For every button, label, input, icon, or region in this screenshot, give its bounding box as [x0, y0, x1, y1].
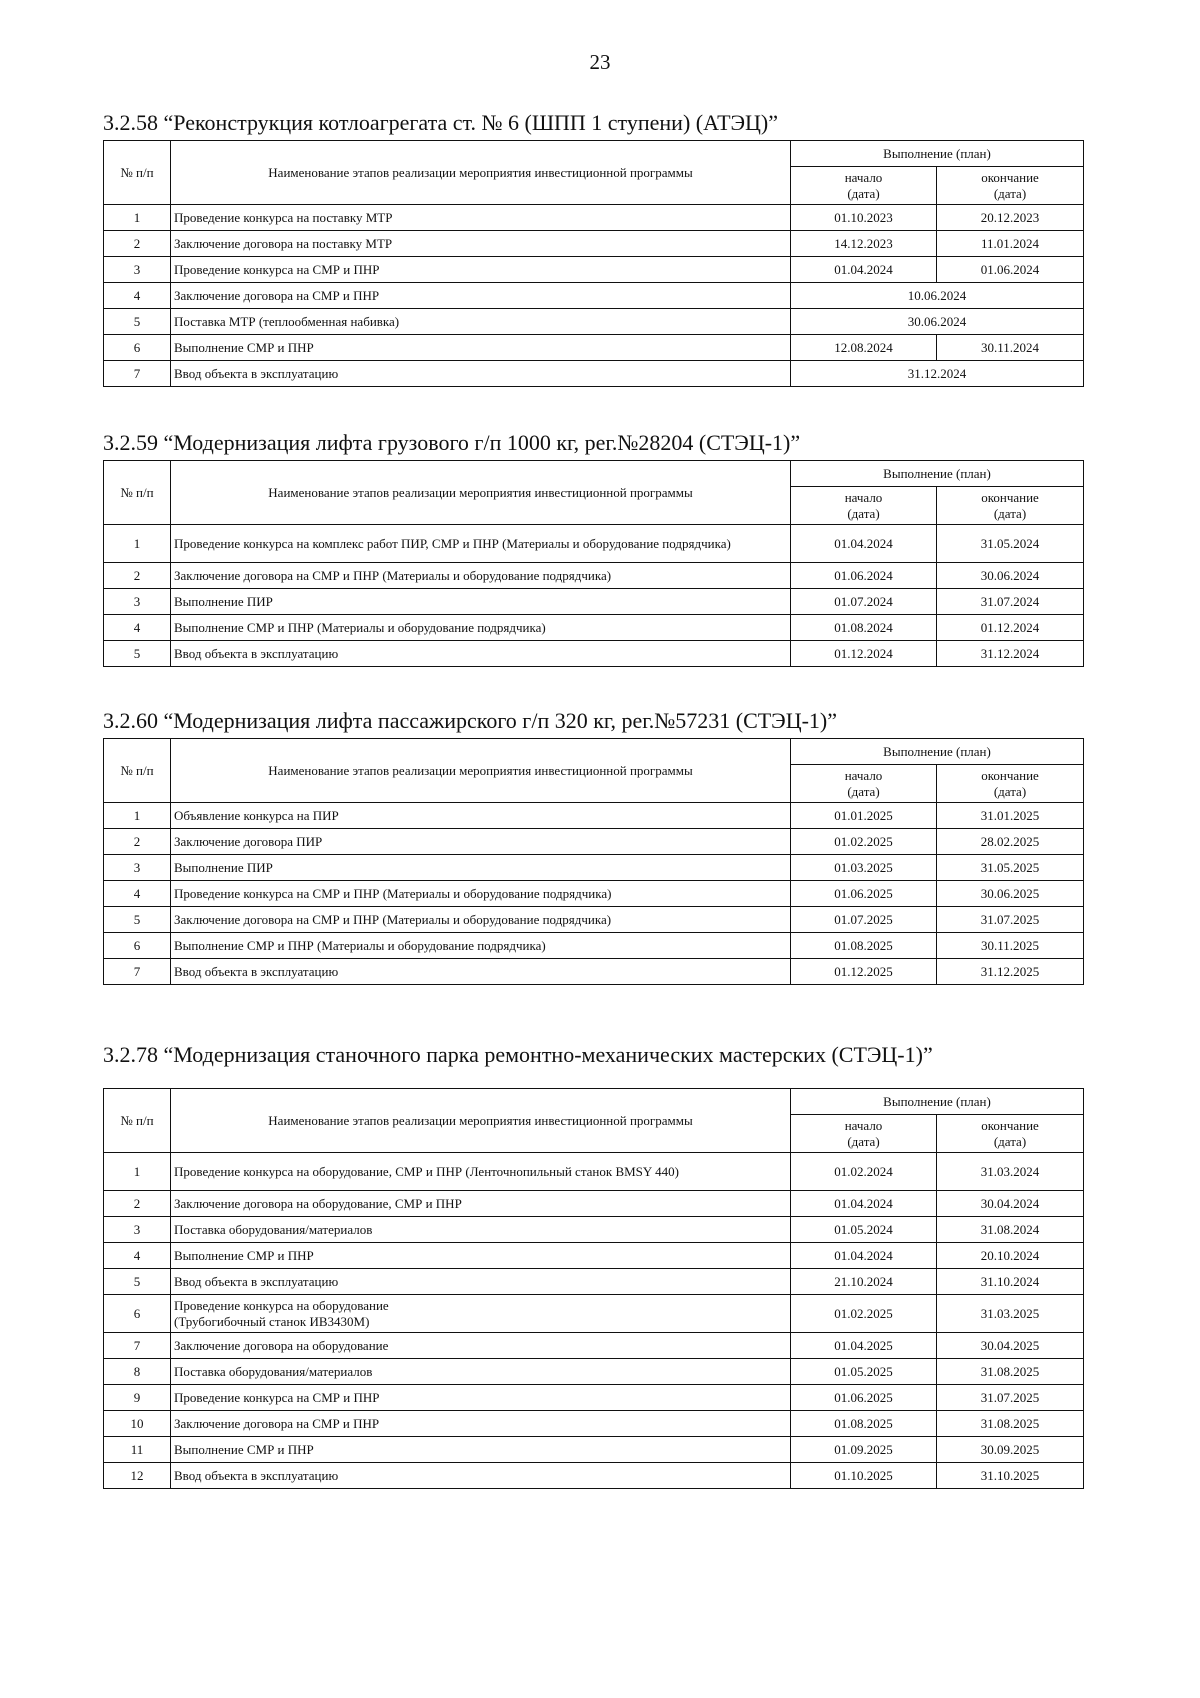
table-row — [104, 1191, 1084, 1217]
date-end: 31.08.2025 — [937, 1359, 1084, 1385]
row-number: 3 — [104, 257, 171, 283]
stage-name: Заключение договора на поставку МТР — [171, 231, 791, 257]
row-number: 6 — [104, 335, 171, 361]
header-execution: Выполнение (план) — [791, 1089, 1084, 1115]
row-number: 1 — [104, 1153, 171, 1191]
row-number: 5 — [104, 641, 171, 667]
date-merged: 30.06.2024 — [791, 309, 1084, 335]
date-end: 30.11.2024 — [937, 335, 1084, 361]
row-number: 1 — [104, 525, 171, 563]
header-num: № п/п — [104, 1089, 171, 1153]
stage-name: Проведение конкурса на СМР и ПНР — [171, 257, 791, 283]
table-row — [104, 615, 1084, 641]
section-3-2-59 — [103, 430, 1083, 667]
date-start: 01.12.2024 — [791, 641, 937, 667]
table-row — [104, 855, 1084, 881]
stage-name: Поставка оборудования/материалов — [171, 1359, 791, 1385]
date-end: 31.08.2025 — [937, 1411, 1084, 1437]
date-end: 01.12.2024 — [937, 615, 1084, 641]
date-start: 01.06.2024 — [791, 563, 937, 589]
date-start: 01.04.2024 — [791, 257, 937, 283]
date-end: 11.01.2024 — [937, 231, 1084, 257]
row-number: 5 — [104, 309, 171, 335]
date-end: 31.07.2025 — [937, 907, 1084, 933]
date-start: 01.08.2025 — [791, 933, 937, 959]
table-row — [104, 829, 1084, 855]
row-number: 8 — [104, 1359, 171, 1385]
row-number: 6 — [104, 1295, 171, 1333]
date-start: 01.04.2024 — [791, 1243, 937, 1269]
header-row — [104, 1089, 1084, 1115]
row-number: 2 — [104, 563, 171, 589]
date-start: 01.04.2024 — [791, 525, 937, 563]
date-start: 01.02.2024 — [791, 1153, 937, 1191]
date-start: 01.08.2025 — [791, 1411, 937, 1437]
stage-name: Выполнение СМР и ПНР (Материалы и оборудование подрядчика) — [171, 933, 791, 959]
table-row — [104, 1243, 1084, 1269]
date-end: 30.11.2025 — [937, 933, 1084, 959]
date-merged: 10.06.2024 — [791, 283, 1084, 309]
stage-name: Ввод объекта в эксплуатацию — [171, 361, 791, 387]
table-row — [104, 1385, 1084, 1411]
stage-name: Заключение договора на оборудование, СМР и ПНР — [171, 1191, 791, 1217]
schedule-table — [103, 1088, 1084, 1489]
row-number: 4 — [104, 881, 171, 907]
date-end: 31.07.2024 — [937, 589, 1084, 615]
table-row — [104, 283, 1084, 309]
row-number: 7 — [104, 1333, 171, 1359]
date-end: 20.10.2024 — [937, 1243, 1084, 1269]
date-start: 01.05.2025 — [791, 1359, 937, 1385]
table-row — [104, 1333, 1084, 1359]
table-row — [104, 1217, 1084, 1243]
table-row — [104, 231, 1084, 257]
date-end: 31.01.2025 — [937, 803, 1084, 829]
stage-name: Заключение договора ПИР — [171, 829, 791, 855]
header-stage: Наименование этапов реализации мероприятия инвестиционной программы — [171, 1089, 791, 1153]
stage-name: Заключение договора на СМР и ПНР — [171, 283, 791, 309]
section-title: 3.2.59 “Модернизация лифта грузового г/п 1000 кг, рег.№28204 (СТЭЦ-1)” — [103, 430, 801, 455]
row-number: 11 — [104, 1437, 171, 1463]
date-start: 01.08.2024 — [791, 615, 937, 641]
row-number: 1 — [104, 205, 171, 231]
table-row — [104, 933, 1084, 959]
row-number: 1 — [104, 803, 171, 829]
date-start: 01.02.2025 — [791, 1295, 937, 1333]
schedule-table — [103, 460, 1084, 667]
date-start: 12.08.2024 — [791, 335, 937, 361]
header-num: № п/п — [104, 739, 171, 803]
date-start: 01.06.2025 — [791, 881, 937, 907]
row-number: 4 — [104, 1243, 171, 1269]
stage-name: Заключение договора на СМР и ПНР (Материалы и оборудование подрядчика) — [171, 907, 791, 933]
table-row — [104, 881, 1084, 907]
table-row — [104, 1295, 1084, 1333]
row-number: 7 — [104, 959, 171, 985]
date-end: 31.05.2024 — [937, 525, 1084, 563]
date-end: 31.05.2025 — [937, 855, 1084, 881]
header-start: начало (дата) — [791, 487, 937, 525]
row-number: 2 — [104, 1191, 171, 1217]
table-row — [104, 1359, 1084, 1385]
page-number: 23 — [589, 50, 611, 74]
table-row — [104, 1437, 1084, 1463]
stage-name: Выполнение ПИР — [171, 855, 791, 881]
stage-name: Выполнение СМР и ПНР — [171, 1437, 791, 1463]
row-number: 4 — [104, 615, 171, 641]
header-stage: Наименование этапов реализации мероприятия инвестиционной программы — [171, 739, 791, 803]
row-number: 3 — [104, 589, 171, 615]
date-end: 20.12.2023 — [937, 205, 1084, 231]
table-row — [104, 525, 1084, 563]
header-end: окончание (дата) — [937, 487, 1084, 525]
date-start: 01.07.2025 — [791, 907, 937, 933]
date-end: 31.08.2024 — [937, 1217, 1084, 1243]
date-start: 01.02.2025 — [791, 829, 937, 855]
section-title: 3.2.78 “Модернизация станочного парка ремонтно-механических мастерских (СТЭЦ-1)” — [103, 1042, 933, 1067]
header-execution: Выполнение (план) — [791, 739, 1084, 765]
date-merged: 31.12.2024 — [791, 361, 1084, 387]
date-start: 01.01.2025 — [791, 803, 937, 829]
table-row — [104, 1153, 1084, 1191]
date-end: 30.04.2025 — [937, 1333, 1084, 1359]
header-start: начало (дата) — [791, 167, 937, 205]
date-start: 01.10.2023 — [791, 205, 937, 231]
stage-name: Поставка МТР (теплообменная набивка) — [171, 309, 791, 335]
header-end: окончание (дата) — [937, 1115, 1084, 1153]
stage-name: Заключение договора на СМР и ПНР — [171, 1411, 791, 1437]
date-start: 01.03.2025 — [791, 855, 937, 881]
date-start: 14.12.2023 — [791, 231, 937, 257]
section-3-2-60 — [103, 708, 1083, 985]
section-title: 3.2.60 “Модернизация лифта пассажирского г/п 320 кг, рег.№57231 (СТЭЦ-1)” — [103, 708, 838, 733]
stage-name: Ввод объекта в эксплуатацию — [171, 959, 791, 985]
schedule-table — [103, 738, 1084, 985]
date-start: 01.12.2025 — [791, 959, 937, 985]
date-end: 31.03.2024 — [937, 1153, 1084, 1191]
schedule-table — [103, 140, 1084, 387]
stage-name: Ввод объекта в эксплуатацию — [171, 1463, 791, 1489]
row-number: 9 — [104, 1385, 171, 1411]
header-start: начало (дата) — [791, 765, 937, 803]
date-end: 31.10.2024 — [937, 1269, 1084, 1295]
date-start: 01.06.2025 — [791, 1385, 937, 1411]
table-row — [104, 335, 1084, 361]
date-end: 31.07.2025 — [937, 1385, 1084, 1411]
date-start: 01.10.2025 — [791, 1463, 937, 1489]
header-execution: Выполнение (план) — [791, 461, 1084, 487]
table-row — [104, 361, 1084, 387]
header-end: окончание (дата) — [937, 765, 1084, 803]
row-number: 12 — [104, 1463, 171, 1489]
stage-name: Проведение конкурса на комплекс работ ПИР, СМР и ПНР (Материалы и оборудование подрядчика) — [171, 525, 791, 563]
date-end: 30.09.2025 — [937, 1437, 1084, 1463]
stage-name: Проведение конкурса на СМР и ПНР — [171, 1385, 791, 1411]
stage-name: Выполнение СМР и ПНР — [171, 335, 791, 361]
stage-name: Поставка оборудования/материалов — [171, 1217, 791, 1243]
table-row — [104, 1411, 1084, 1437]
section-3-2-78 — [103, 1042, 1083, 1489]
stage-name: Выполнение ПИР — [171, 589, 791, 615]
table-row — [104, 803, 1084, 829]
header-row — [104, 461, 1084, 487]
row-number: 6 — [104, 933, 171, 959]
header-execution: Выполнение (план) — [791, 141, 1084, 167]
row-number: 3 — [104, 1217, 171, 1243]
date-end: 30.06.2024 — [937, 563, 1084, 589]
table-row — [104, 641, 1084, 667]
date-end: 28.02.2025 — [937, 829, 1084, 855]
stage-name: Выполнение СМР и ПНР (Материалы и оборудование подрядчика) — [171, 615, 791, 641]
date-end: 01.06.2024 — [937, 257, 1084, 283]
table-row — [104, 257, 1084, 283]
header-num: № п/п — [104, 461, 171, 525]
date-end: 31.03.2025 — [937, 1295, 1084, 1333]
row-number: 10 — [104, 1411, 171, 1437]
stage-name: Ввод объекта в эксплуатацию — [171, 1269, 791, 1295]
date-start: 01.07.2024 — [791, 589, 937, 615]
stage-name: Ввод объекта в эксплуатацию — [171, 641, 791, 667]
table-row — [104, 563, 1084, 589]
table-row — [104, 907, 1084, 933]
section-title: 3.2.58 “Реконструкция котлоагрегата ст. № 6 (ШПП 1 ступени) (АТЭЦ)” — [103, 110, 779, 135]
stage-name: Проведение конкурса на поставку МТР — [171, 205, 791, 231]
date-end: 30.04.2024 — [937, 1191, 1084, 1217]
stage-name: Объявление конкурса на ПИР — [171, 803, 791, 829]
row-number: 4 — [104, 283, 171, 309]
row-number: 5 — [104, 907, 171, 933]
date-start: 01.04.2025 — [791, 1333, 937, 1359]
table-row — [104, 589, 1084, 615]
row-number: 2 — [104, 829, 171, 855]
table-row — [104, 1269, 1084, 1295]
header-end: окончание (дата) — [937, 167, 1084, 205]
row-number: 7 — [104, 361, 171, 387]
row-number: 5 — [104, 1269, 171, 1295]
stage-name: Выполнение СМР и ПНР — [171, 1243, 791, 1269]
stage-name: Заключение договора на оборудование — [171, 1333, 791, 1359]
table-row — [104, 959, 1084, 985]
header-start: начало (дата) — [791, 1115, 937, 1153]
stage-name: Проведение конкурса на СМР и ПНР (Материалы и оборудование подрядчика) — [171, 881, 791, 907]
row-number: 3 — [104, 855, 171, 881]
stage-name: Заключение договора на СМР и ПНР (Материалы и оборудование подрядчика) — [171, 563, 791, 589]
header-row — [104, 739, 1084, 765]
stage-name: Проведение конкурса на оборудование (Трубогибочный станок ИВ3430М) — [171, 1295, 791, 1333]
date-start: 01.05.2024 — [791, 1217, 937, 1243]
header-stage: Наименование этапов реализации мероприятия инвестиционной программы — [171, 461, 791, 525]
header-stage: Наименование этапов реализации мероприятия инвестиционной программы — [171, 141, 791, 205]
date-start: 01.09.2025 — [791, 1437, 937, 1463]
table-row — [104, 309, 1084, 335]
date-end: 31.12.2024 — [937, 641, 1084, 667]
table-row — [104, 205, 1084, 231]
date-end: 30.06.2025 — [937, 881, 1084, 907]
header-num: № п/п — [104, 141, 171, 205]
section-3-2-58 — [103, 110, 1083, 387]
row-number: 2 — [104, 231, 171, 257]
date-end: 31.12.2025 — [937, 959, 1084, 985]
header-row — [104, 141, 1084, 167]
date-start: 01.04.2024 — [791, 1191, 937, 1217]
date-start: 21.10.2024 — [791, 1269, 937, 1295]
stage-name: Проведение конкурса на оборудование, СМР и ПНР (Ленточнопильный станок BMSY 440) — [171, 1153, 791, 1191]
date-end: 31.10.2025 — [937, 1463, 1084, 1489]
table-row — [104, 1463, 1084, 1489]
